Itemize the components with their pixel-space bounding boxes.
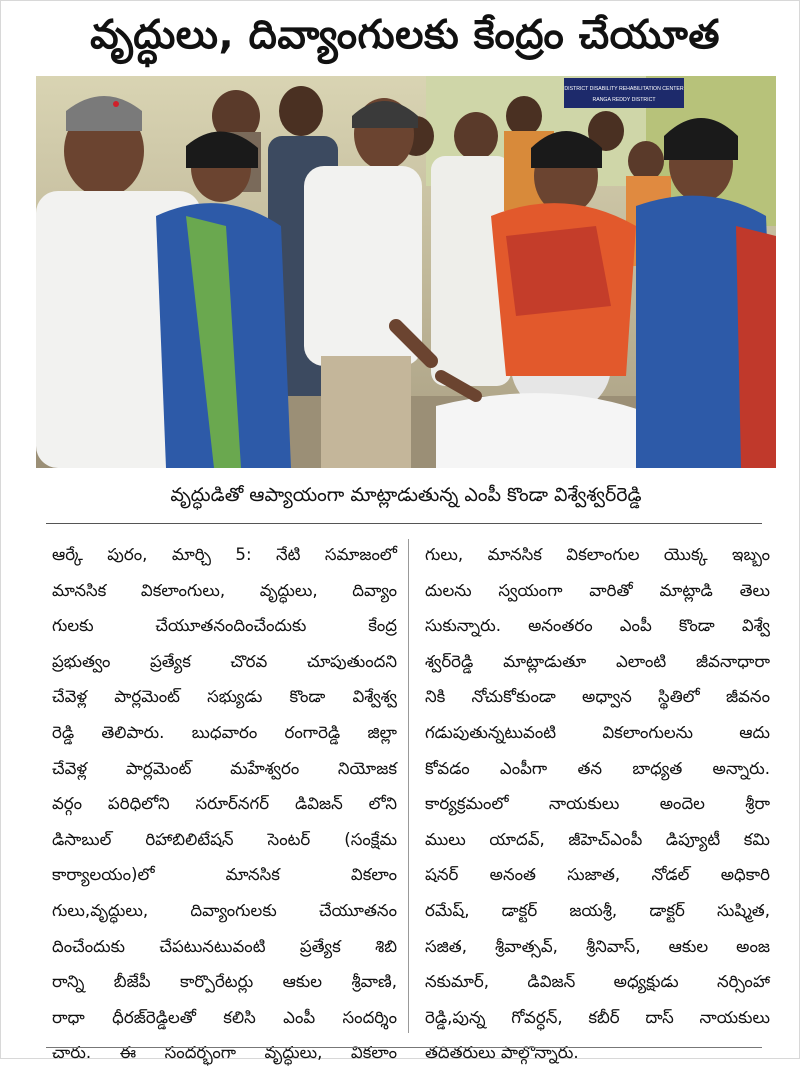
article-line: గులు,వృద్ధులు, దివ్యాంగులకు చేయూతనం — [52, 900, 397, 920]
article-line: వర్గం పరిధిలోని సరూర్‌నగర్ డివిజన్ లోని — [52, 794, 397, 814]
article-line: రాధా ధీరజ్‌రెడ్డిలతో కలిసి ఎంపీ సందర్శిం — [52, 1007, 397, 1027]
article-line: చేవెళ్ల పార్లమెంట్ సభ్యుడు కొండా విశ్వేశ్వ — [52, 687, 397, 707]
article-line: చేవెళ్ల పార్లమెంట్ మహేశ్వరం నియోజక — [52, 758, 397, 778]
banner-sign — [564, 78, 684, 108]
news-photo — [36, 76, 776, 468]
article-line: కార్యక్రమంలో నాయకులు అందెల శ్రీరా — [425, 794, 770, 814]
article-line: షనర్ అనంత సుజాత, నోడల్ అధికారి — [425, 865, 770, 885]
article-line: మానసిక వికలాంగులు, వృద్ధులు, దివ్యాం — [52, 580, 397, 600]
article-line: గులకు చేయూతనందించేందుకు కేంద్ర — [52, 616, 397, 636]
article-line: సుకున్నారు. అనంతరం ఎంపీ కొండా విశ్వే — [425, 616, 770, 636]
article-line: ములు యాదవ్, జీహెచ్ఎంపీ డిప్యూటీ కమి — [425, 829, 770, 849]
banner-line-2: RANGA REDDY DISTRICT — [592, 97, 656, 103]
caption-divider — [46, 523, 762, 524]
article-line: రెడ్డి,పున్న గోవర్ధన్, కబీర్ దాస్ నాయకులు — [425, 1007, 770, 1027]
column-divider — [408, 539, 409, 1033]
article-line: గడుపుతున్నటువంటి వికలాంగులను ఆదు — [425, 722, 770, 742]
article-line: తదితరులు పాల్గొన్నారు. — [425, 1043, 579, 1063]
article-line: ఆర్కే పురం, మార్చి 5: నేటి సమాజంలో — [52, 545, 397, 564]
article-column-right — [425, 537, 770, 1063]
bottom-rule — [46, 1047, 762, 1048]
article-line: రమేష్, డాక్టర్ జయశ్రీ, డాక్టర్ సుష్మిత, — [425, 900, 770, 920]
article-line: డిసాబుల్ రిహాబిలిటేషన్ సెంటర్ (సంక్షేమ — [52, 829, 397, 849]
article-line: దించేందుకు చేపటునటువంటి ప్రత్యేక శిబి — [52, 936, 397, 956]
article-line: రాన్ని బీజేపీ కార్పొరేటర్లు ఆకుల శ్రీవాణి, — [52, 972, 397, 992]
photo-caption: వృద్ధుడితో ఆప్యాయంగా మాట్లాడుతున్న ఎంపీ కొండా విశ్వేశ్వర్‌రెడ్డి — [170, 484, 642, 506]
article-line: నికి నోచుకోకుండా అధ్వాన స్థితిలో జీవనం — [425, 687, 770, 707]
article-line: చారు. ఈ సందర్భంగా వృద్ధులు, వికలాం — [52, 1043, 397, 1063]
photo-illustration — [36, 76, 776, 468]
headline: వృద్ధులు, దివ్యాంగులకు కేంద్రం చేయూత — [90, 12, 720, 58]
article-line: కార్యాలయం)లో మానసిక వికలాం — [52, 865, 397, 885]
article-line: సజిత, శ్రీవాత్సవ్, శ్రీనివాస్, ఆకుల అంజ — [425, 936, 770, 956]
article-line: ప్రభుత్వం ప్రత్యేక చొరవ చూపుతుందని — [52, 651, 397, 671]
article-line: శ్వర్‌రెడ్డి మాట్లాడుతూ ఎలాంటి జీవనాధారా — [425, 651, 770, 671]
article-line: గులు, మానసిక వికలాంగుల యొక్క ఇబ్బం — [425, 545, 770, 564]
banner-line-1: DISTRICT DISABILITY REHABILITATION CENTER — [564, 86, 684, 92]
article-line: రెడ్డి తెలిపారు. బుధవారం రంగారెడ్డి జిల్లా — [52, 722, 397, 742]
article-column-left — [52, 537, 397, 1063]
article-line: నకుమార్, డివిజన్ అధ్యక్షుడు నర్సింహా — [425, 972, 770, 992]
article-line: దులను స్వయంగా వారితో మాట్లాడి తెలు — [425, 580, 770, 600]
article-line: కోవడం ఎంపీగా తన బాధ్యత అన్నారు. — [425, 758, 770, 778]
